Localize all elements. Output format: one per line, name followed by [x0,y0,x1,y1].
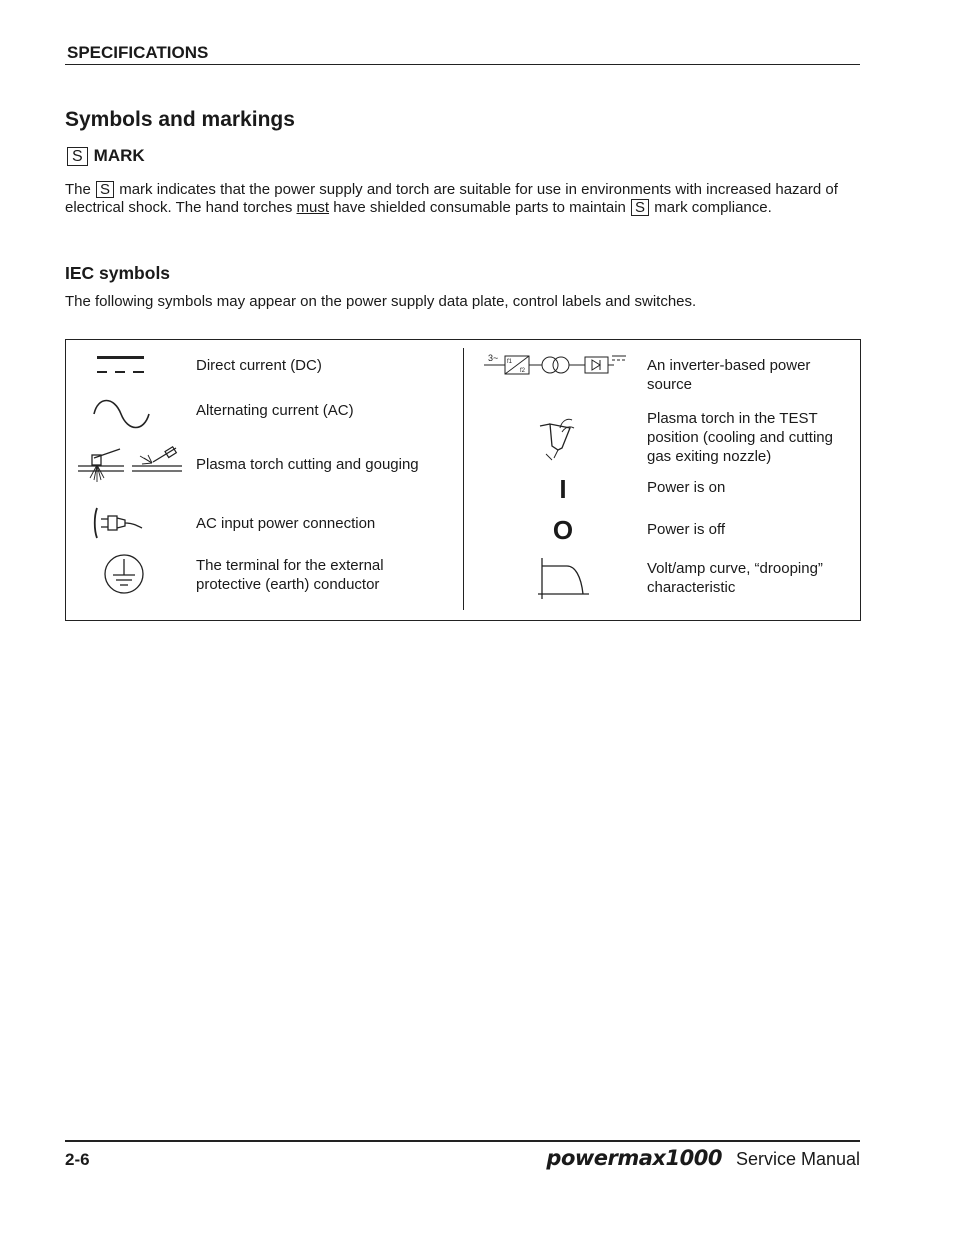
header-rule [65,64,860,65]
para-text: mark indicates that the power supply and torch are suitable for use in environments with increased hazard of electrical shock. The hand torches [65,181,838,216]
section-title: Symbols and markings [65,108,295,131]
page-number: 2-6 [65,1150,90,1169]
s-mark-heading [66,146,145,166]
svg-text:f2: f2 [520,368,526,374]
protective-earth-icon [103,553,145,595]
direct-current-icon [96,354,146,376]
para-emphasis: must [296,199,330,216]
symbol-label-drooping: Volt/amp curve, “drooping” characteristic [647,560,823,596]
para-text: mark compliance. [650,199,772,216]
symbol-label-power-on: Power is on [647,479,726,496]
manual-title: Service Manual [735,1149,860,1169]
symbol-label-ac-input: AC input power connection [196,515,376,532]
footer-title [546,1146,860,1170]
symbol-label-power-off: Power is off [647,521,726,538]
inverter-power-source-icon [484,351,634,377]
symbol-label-ac: Alternating current (AC) [196,402,354,419]
s-mark-inline-badge: S [631,199,649,216]
para-text: have shielded consumable parts to maintain [329,199,631,216]
s-mark-inline-badge: S [96,181,114,198]
symbol-label-earth: The terminal for the external protective (earth) conductor [196,557,384,593]
ac-input-plug-icon [92,506,144,540]
power-on-icon: I [559,474,567,504]
inverter-phase-label: 3~ [488,353,499,363]
running-header: SPECIFICATIONS [67,43,209,62]
symbol-label-torch-test: Plasma torch in the TEST position (cooling and cutting gas exiting nozzle) [647,410,833,465]
drooping-curve-icon [537,556,591,601]
symbol-label-dc: Direct current (DC) [196,357,322,374]
plasma-torch-cutting-gouging-icon [78,446,184,486]
symbols-table [65,339,861,621]
power-off-icon: O [552,515,574,545]
para-text: The [65,181,96,198]
svg-text:f1: f1 [507,359,513,365]
footer-rule [65,1140,860,1142]
column-divider [463,348,464,610]
alternating-current-icon [92,394,152,434]
iec-symbols-title: IEC symbols [65,263,171,283]
s-mark-heading-text: MARK [93,146,145,165]
symbol-label-plasma-cutting: Plasma torch cutting and gouging [196,456,419,473]
s-mark-paragraph [65,181,860,217]
iec-intro: The following symbols may appear on the power supply data plate, control labels and switches. [65,293,697,310]
symbol-label-inverter: An inverter-based power source [647,357,811,393]
s-mark-badge: S [67,147,88,166]
product-logo: powermax1000 [546,1146,722,1170]
torch-test-position-icon [536,414,578,464]
